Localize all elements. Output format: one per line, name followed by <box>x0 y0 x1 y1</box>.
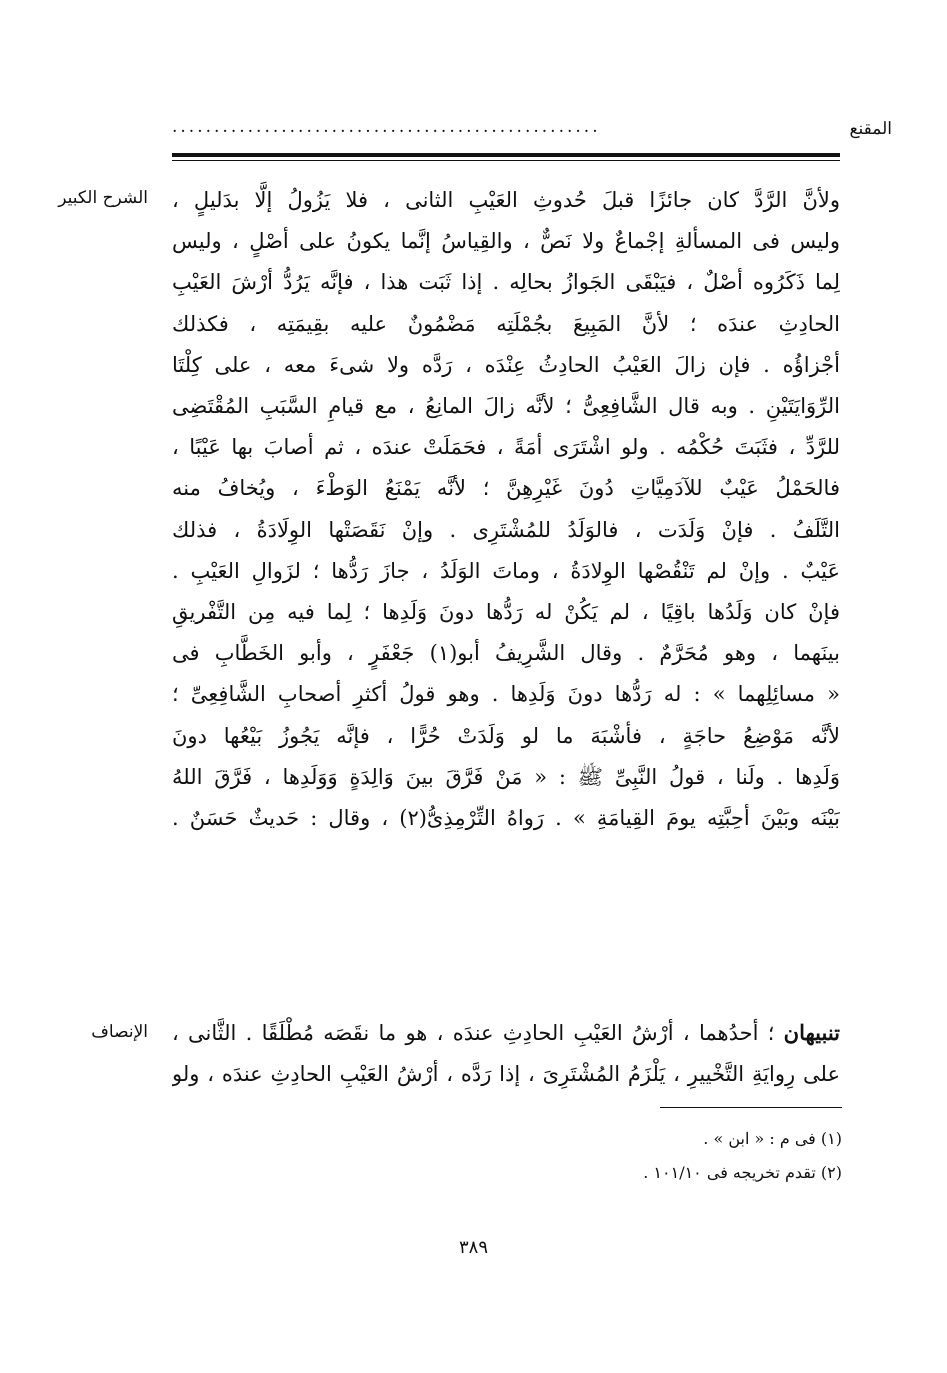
text-line: فالحَمْلُ عَيْبٌ للآدَمِيَّاتِ دُونَ غَيْرِهِنَّ ؛ لأنَّه يَمْنَعُ الوَطْءَ ، ويُخافُ منه <box>172 476 840 501</box>
text-line: عَيْبٌ . وإنْ لم تَنْقُصْها الوِلادَةُ ، وماتَ الوَلَدُ ، جازَ رَدُّها ؛ لزَوالِ العَيْبِ . <box>172 558 840 583</box>
text-line: بينَهما ، وهو مُحَرَّمٌ . وقال الشَّرِيفُ أبو(١) جَعْفَرٍ ، وأبو الخَطَّابِ فى <box>172 641 840 666</box>
footnote-1: (١) فى م : « ابن » . <box>703 1129 842 1148</box>
footnote-rule <box>660 1107 842 1108</box>
side-label-sharh: الشرح الكبير <box>58 188 148 208</box>
text-line: التَّلَفُ . فإنْ وَلَدَت ، فالوَلَدُ للمُشْتَرِى . وإنْ نَقَصَتْها الوِلَادَةُ ، فذلك <box>172 517 840 542</box>
text-line: « مسائِلِهما » : له رَدُّها دونَ وَلَدِها . وهو قولُ أكثرِ أصحابِ الشَّافِعِىِّ ؛ <box>172 682 840 707</box>
insaf-line-1 <box>172 1012 840 1054</box>
text-line: الرِّوَايَتَيْنِ . وبه قال الشَّافِعِىُّ ؛ لأنَّه زالَ المانِعُ ، مع قيامِ السَّبَبِ المُقْتَضِى <box>172 394 840 419</box>
text-line: وليس فى المسألةِ إجْماعٌ ولا نَصٌّ ، والقِياسُ إنَّما يكونُ على أصْلٍ ، وليس <box>172 229 840 254</box>
insaf-heading: تنبيهان <box>783 1020 840 1045</box>
insaf-text-block <box>172 1012 840 1095</box>
running-header <box>172 112 892 146</box>
footnotes <box>400 1122 842 1190</box>
side-label-insaf: الإنصاف <box>91 1022 148 1042</box>
text-line: بَيْنَه وبَيْنَ أحِبَّتِه يومَ القِيامَةِ » . رَواهُ التِّرْمِذِىُّ(٢) ، وقال : حَديثٌ حَسَنٌ . <box>172 806 840 831</box>
header-rule-thick <box>172 153 840 157</box>
text-line: فإنْ كان وَلَدُها باقِيًا ، لم يَكُنْ له رَدُّها دونَ وَلَدِها ؛ لِما فيه مِن التَّفْريقِ <box>172 600 840 625</box>
text-line: ولأنَّ الرَّدَّ كان جائزًا قبلَ حُدوثِ العَيْبِ الثانى ، فلا يَزُولُ إلَّا بدَليلٍ ، <box>172 188 840 212</box>
text-line: لِما ذَكَرُوه أصْلٌ ، فيَبْقَى الجَوازُ بحالِه . إذا ثَبَت هذا ، فإنَّه يَرُدُّ أرْشَ العَيْبِ <box>172 270 840 295</box>
book-title: المقنع <box>849 119 892 139</box>
header-rule-thin <box>172 160 840 161</box>
text-line: وَلَدِها . ولَنا ، قولُ النَّبِىِّ ﷺ : « مَنْ فَرَّقَ بينَ وَالِدَةٍ وَوَلَدِها ، فَرَّقَ اللهُ <box>172 764 840 789</box>
insaf-line-2: على رِوايَةِ التَّخْييرِ ، يَلْزَمُ المُشْتَرِىَ ، إذا رَدَّه ، أرْشُ العَيْبِ الحادِثِ عندَه ، ولو <box>172 1062 840 1086</box>
text-line: لأنَّه مَوْضِعُ حاجَةٍ ، فأشْبَهَ ما لو وَلَدَتْ حُرًّا ، فإنَّه يَجُوزُ بَيْعُها دونَ <box>172 723 840 748</box>
insaf-line-1-text: ؛ أحدُهما ، أرْشُ العَيْبِ الحادِثِ عندَه ، هو ما نقَصَه مُطْلَقًا . الثَّانى ، <box>172 1021 784 1045</box>
sharh-text-block <box>172 180 840 839</box>
header-dot-leader: ................................................... <box>172 117 601 137</box>
text-line: الحادِثِ عندَه ؛ لأنَّ المَبِيعَ بجُمْلَتِه مَضْمُونٌ عليه بقِيمَتِه ، فكذلك <box>172 311 840 336</box>
footnote-2: (٢) تقدم تخريجه فى ١٠١/١٠ . <box>643 1163 842 1182</box>
page-number: ٣٨٩ <box>458 1237 488 1258</box>
text-line: للرَّدِّ ، فثَبَتَ حُكْمُه . ولو اشْتَرَى أمَةً ، فحَمَلَتْ عندَه ، ثم أصابَ بها عَيْبًا ، <box>172 435 840 460</box>
text-line: أجْزاؤُه . فإن زالَ العَيْبُ الحادِثُ عِنْدَه ، رَدَّه ولا شىءَ معه ، على كِلْتَا <box>172 352 840 377</box>
